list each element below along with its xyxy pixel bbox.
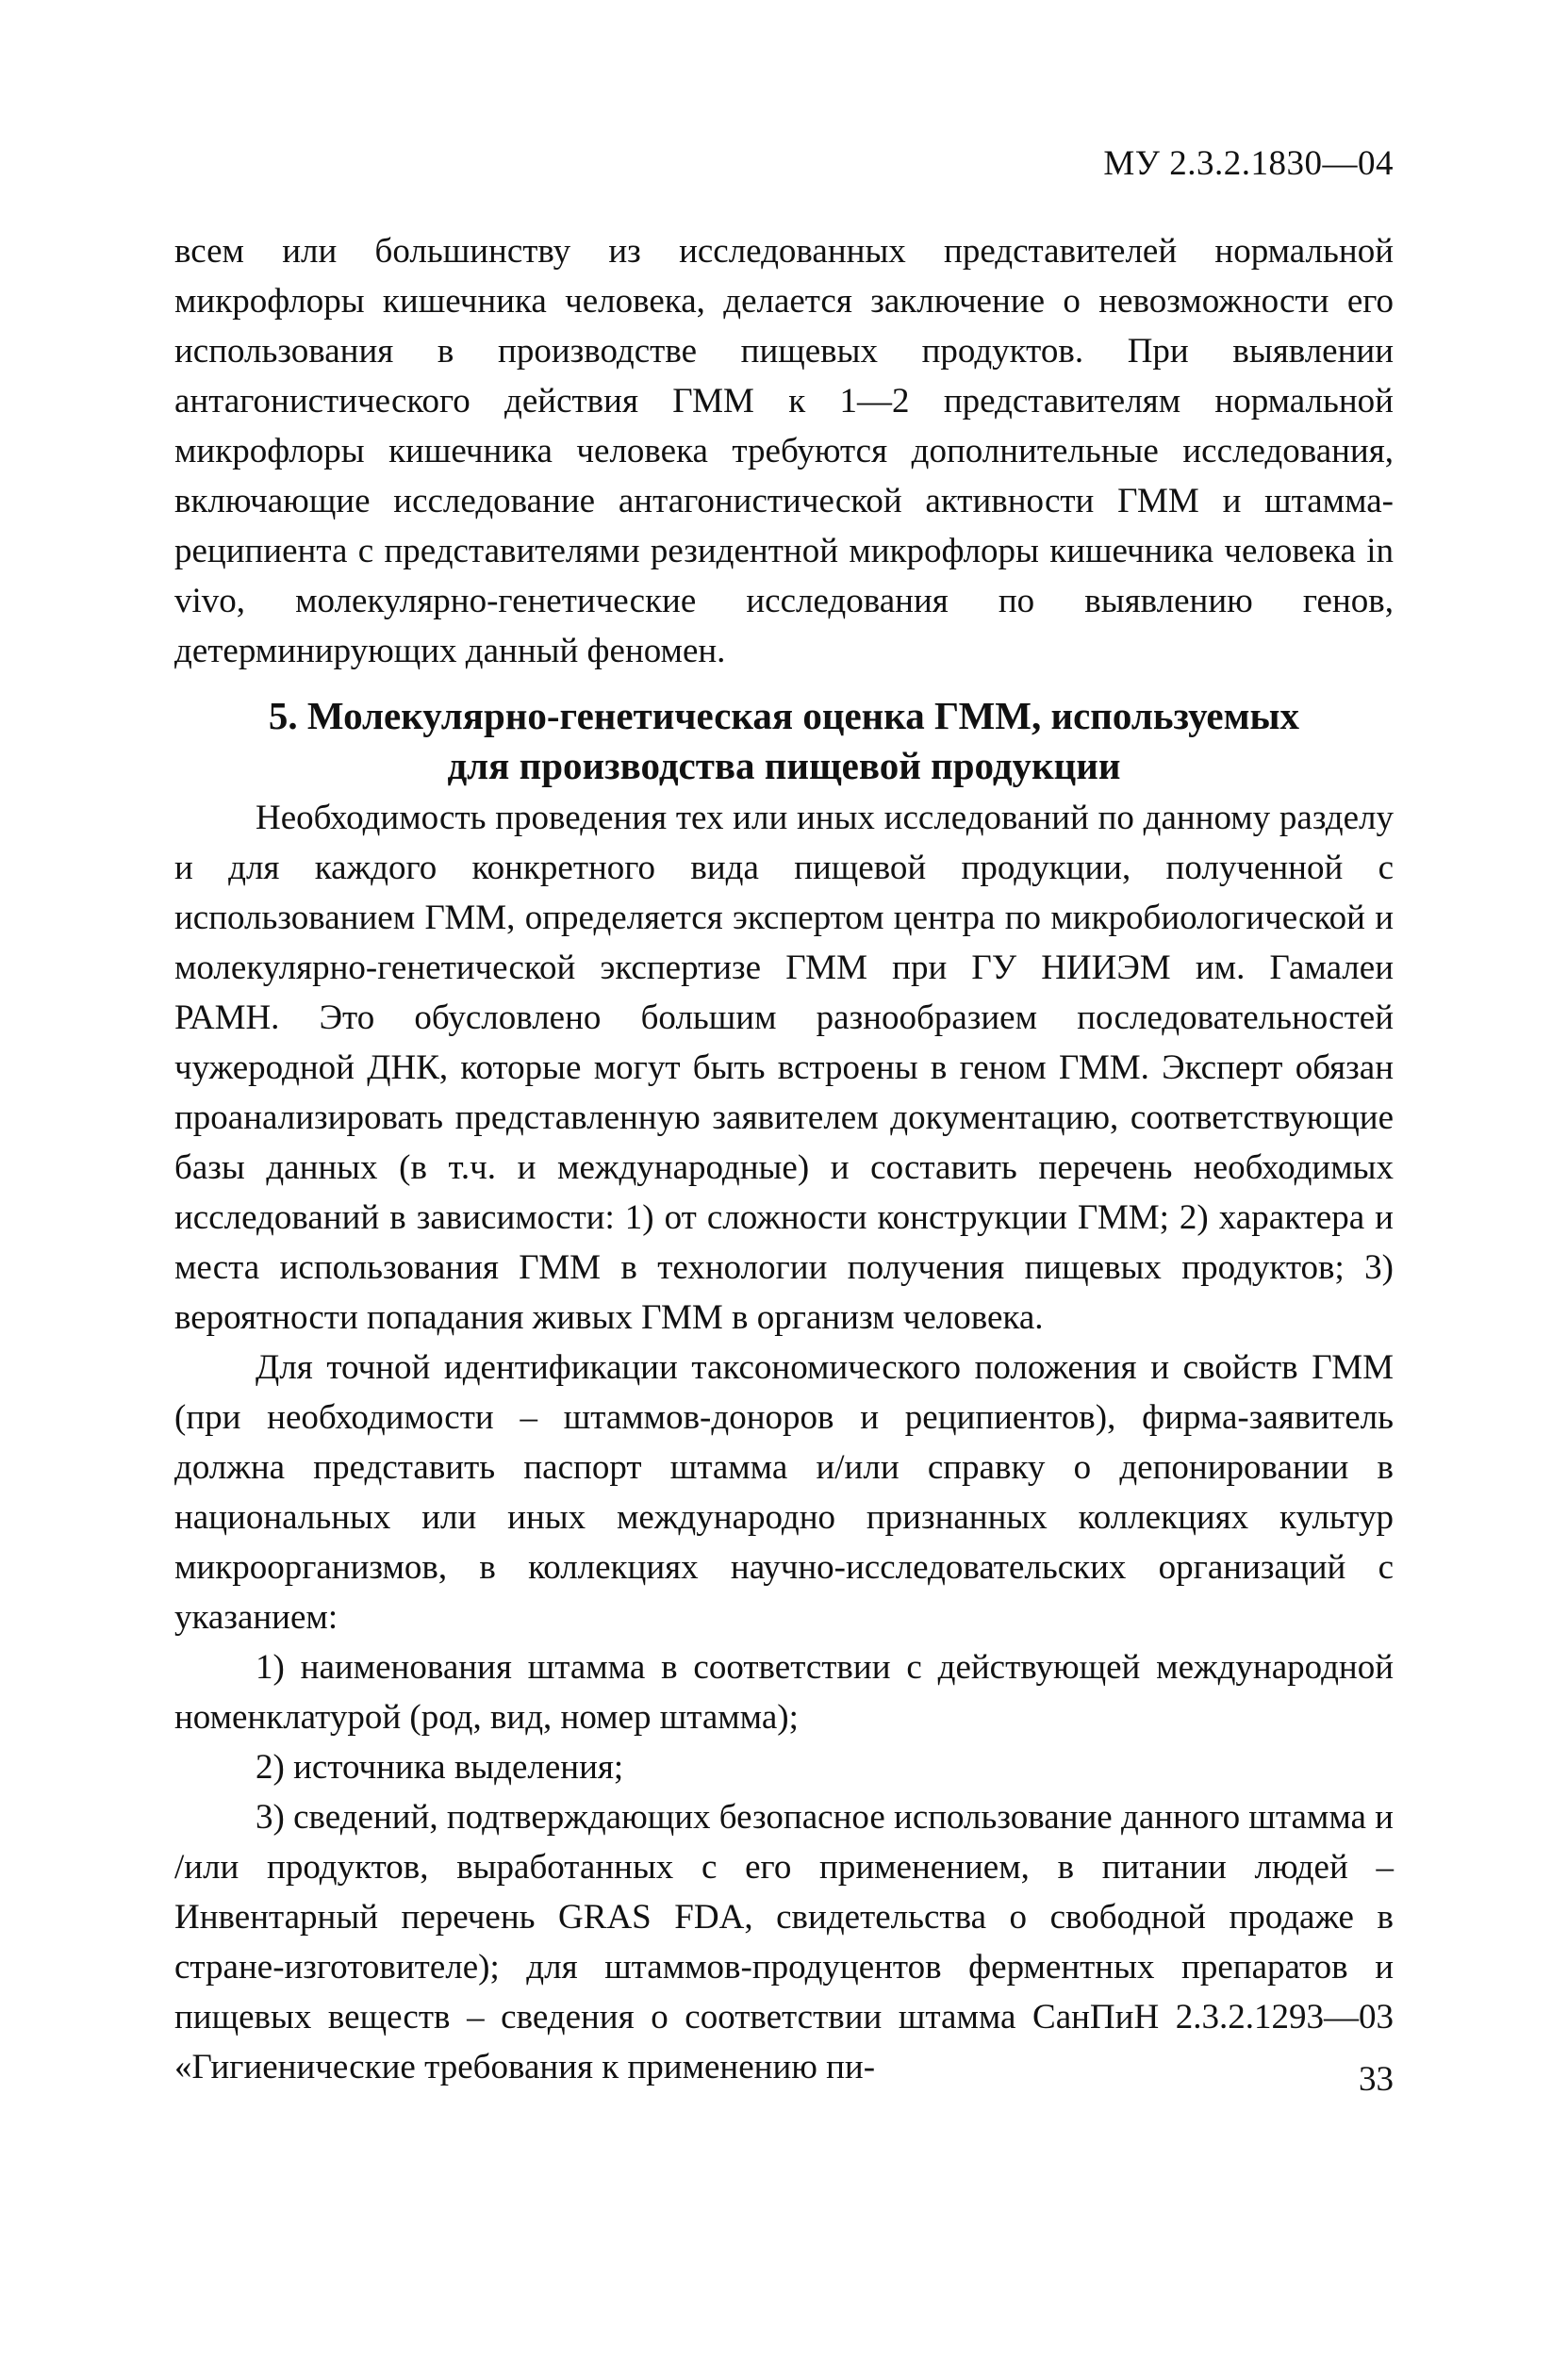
section-heading-line-2: для производства пищевой продукции	[447, 744, 1121, 787]
page-number: 33	[1359, 2060, 1394, 2099]
paragraph-identification: Для точной идентификации таксономического положения и свойств ГММ (при необходимости – штаммов-доноров и реципиентов), фирма-заявитель должна представить паспорт штамма и/или справку о депонировании в национальных или иных международно признанных коллекциях культур микроорганизмов, в коллекциях научно-исследовательских организаций с указанием:	[174, 1348, 1394, 1637]
list-item-safe-use: 3) сведений, подтверждающих безопасное использование данного штамма и /или продуктов, выработанных с его применением, в питании людей – Инвентарный перечень GRAS FDA, свидетельства о свободной продаже в стране-изготовителе); для штаммов-продуцентов ферментных препаратов и пищевых веществ – сведения о соответствии штамма СанПиН 2.3.2.1293—03 «Гигиенические требования к применению пи-	[174, 1798, 1394, 2086]
list-item-isolation-source: 2) источника выделения;	[256, 1748, 624, 1787]
section-heading	[174, 691, 1394, 791]
paragraph-necessity: Необходимость проведения тех или иных исследований по данному разделу и для каждого конкретного вида пищевой продукции, полученной с использованием ГММ, определяется экспертом центра по микробиологической и молекулярно-генетической экспертизе ГММ при ГУ НИИЭМ им. Гамалеи РАМН. Это обусловлено большим разнообразием последовательностей чужеродной ДНК, которые могут быть встроены в геном ГММ. Эксперт обязан проанализировать представленную заявителем документацию, соответствующие базы данных (в т.ч. и международные) и составить перечень необходимых исследований в зависимости: 1) от сложности конструкции ГММ; 2) характера и места использования ГММ в технологии получения пищевых продуктов; 3) вероятности попадания живых ГММ в организм человека.	[174, 799, 1394, 1337]
document-code: МУ 2.3.2.1830—04	[1103, 144, 1394, 183]
paragraph-continued: всем или большинству из исследованных представителей нормальной микрофлоры кишечника человека, делается заключение о невозможности его использования в производстве пищевых продуктов. При выявлении антагонистического действия ГММ к 1—2 представителям нормальной микрофлоры кишечника человека требуются дополнительные исследования, включающие исследование антагонистической активности ГММ и штамма-реципиента с представителями резидентной микрофлоры кишечника человека in vivo, молекулярно-генетические исследования по выявлению генов, детерминирующих данный феномен.	[174, 232, 1394, 670]
list-item-strain-name: 1) наименования штамма в соответствии с действующей международной номенклатурой (род, вид, номер штамма);	[174, 1648, 1394, 1737]
section-heading-line-1: 5. Молекулярно-генетическая оценка ГММ, используемых	[268, 694, 1300, 737]
body-text	[174, 226, 1394, 2092]
